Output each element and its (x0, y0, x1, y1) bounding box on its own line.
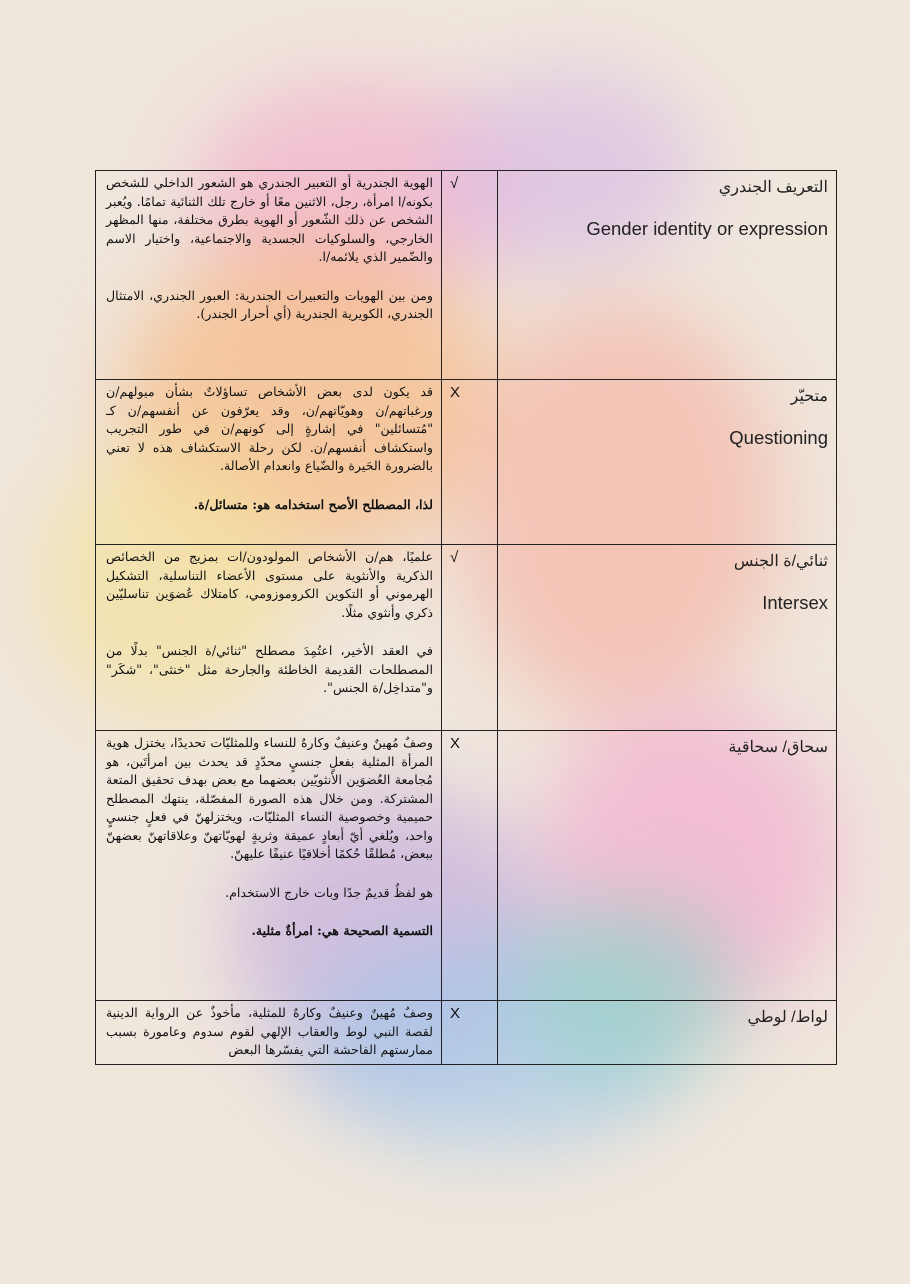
definition-cell (96, 380, 442, 545)
definition-cell (96, 1001, 442, 1065)
status-mark-incorrect: X (442, 1001, 498, 1065)
definition-paragraph: وصفٌ مُهينٌ وعنيفٌ وكارهٌ للمثلية، مأخوذٌ عن الرواية الدينية لقصة النبي لوط والعقاب الإلهي لقوم سدوم وعامورة بسبب ممارستهم الفاحشة التي يفسّرها البعض (106, 1005, 433, 1057)
terms-table (95, 170, 837, 1065)
definition-cell (96, 171, 442, 380)
term-arabic: التعريف الجندري (718, 179, 828, 196)
term-cell (498, 731, 837, 1001)
definition-paragraph: قد يكون لدى بعض الأشخاص تساؤلاتٌ بشأن ميولهم/ن ورغباتهم/ن وهويّاتهم/ن، وقد يعرّفون عن أنفسهم/ن كـ "مُتسائلين" في إشارةٍ إلى كونهم/ن في طور التجريب واستكشاف أنفسهم/ن. لكن رحلة الاستكشاف هذه لا تعني بالضرورة الحَيرة والضّياع وانعدام الأصالة. (106, 384, 433, 473)
definition-paragraph: هو لفظٌ قديمٌ جدًا وبات خارج الاستخدام. (225, 884, 433, 900)
correct-term-note: التسمية الصحيحة هي: امرأةٌ مثلية. (251, 923, 433, 938)
definition-paragraph: علميًا، هم/ن الأشخاص المولودون/ات بمزيج من الخصائص الذكرية والأنثوية على مستوى الأعضاء التناسلية، التشكيل الهرموني أو التكوين الكروموزومي، كامتلاك عُضوَين تناسليّين ذكري وأنثوي مثلًا. (106, 549, 433, 620)
status-mark-incorrect: X (442, 731, 498, 1001)
status-mark-correct: √ (442, 171, 498, 380)
status-mark-correct: √ (442, 545, 498, 731)
definition-cell (96, 545, 442, 731)
correct-term-note: لذا، المصطلح الأصح استخدامه هو: متسائل/ة. (193, 496, 433, 512)
term-arabic: سحاق/ سحاقية (728, 739, 828, 756)
term-arabic: ثنائي/ة الجنس (733, 553, 828, 570)
definition-paragraph: الهوية الجندرية أو التعبير الجندري هو الشعور الداخلي للشخص بكونه/ا امرأة، رجل، الاثنين معًا أو خارج تلك الثنائية تمامًا. ويُعبر الشخص عن ذلك الشّعور أو الهوية بطرق مختلفة، منها المظهر الخارجي، والسلوكيات الجسدية والاجتماعية، واختيار الاسم والضّمير الذي يلائمه/ا. (106, 175, 433, 264)
term-english: Intersex (762, 592, 828, 613)
term-arabic: متحيّر (790, 388, 828, 405)
definition-paragraph: ومن بين الهويات والتعبيرات الجندرية: العبور الجندري، الامتثال الجندري، الكويرية الجندرية (أي أحرار الجندر). (106, 287, 433, 321)
term-cell (498, 1001, 837, 1065)
definition-cell (96, 731, 442, 1001)
term-cell (498, 545, 837, 731)
term-cell (498, 171, 837, 380)
definition-paragraph: وصفٌ مُهينٌ وعنيفٌ وكارهٌ للنساء وللمثليّات تحديدًا، يختزل هوية المرأة المثلية بفعلٍ جنسيٍ محدّدٍ قد يحدث بين امرأتَين، هو مُجامعة العُضوَين الأنثويّين بعضهما مع بعض بهدف تحقيق المتعة المشتركة. ومن خلال هذه الصورة المفصّلة، ينتهك المصطلح حميمية وخصوصية النساء المثليّات، ويختزلهنّ في فعلٍ جنسيٍ واحد، ويُلغي أيّ أبعادٍ عميقة وثريةٍ لهويّاتهنّ وعلاقاتهنّ بعضهنّ ببعض، مُطلقًا حُكمًا أخلاقيًا عنيفًا عليهنّ. (106, 735, 433, 861)
term-cell (498, 380, 837, 545)
status-mark-incorrect: X (442, 380, 498, 545)
definition-paragraph: في العقد الأخير، اعتُمِدَ مصطلح "ثنائي/ة الجنس" بدلًا من المصطلحات القديمة الخاطئة والجارحة مثل "خنثى"، "شكَر" و"متداخِل/ة الجنس". (106, 643, 433, 695)
term-arabic: لواط/ لوطي (747, 1009, 828, 1026)
term-english: Questioning (729, 427, 828, 448)
term-english: Gender identity or expression (586, 218, 828, 239)
